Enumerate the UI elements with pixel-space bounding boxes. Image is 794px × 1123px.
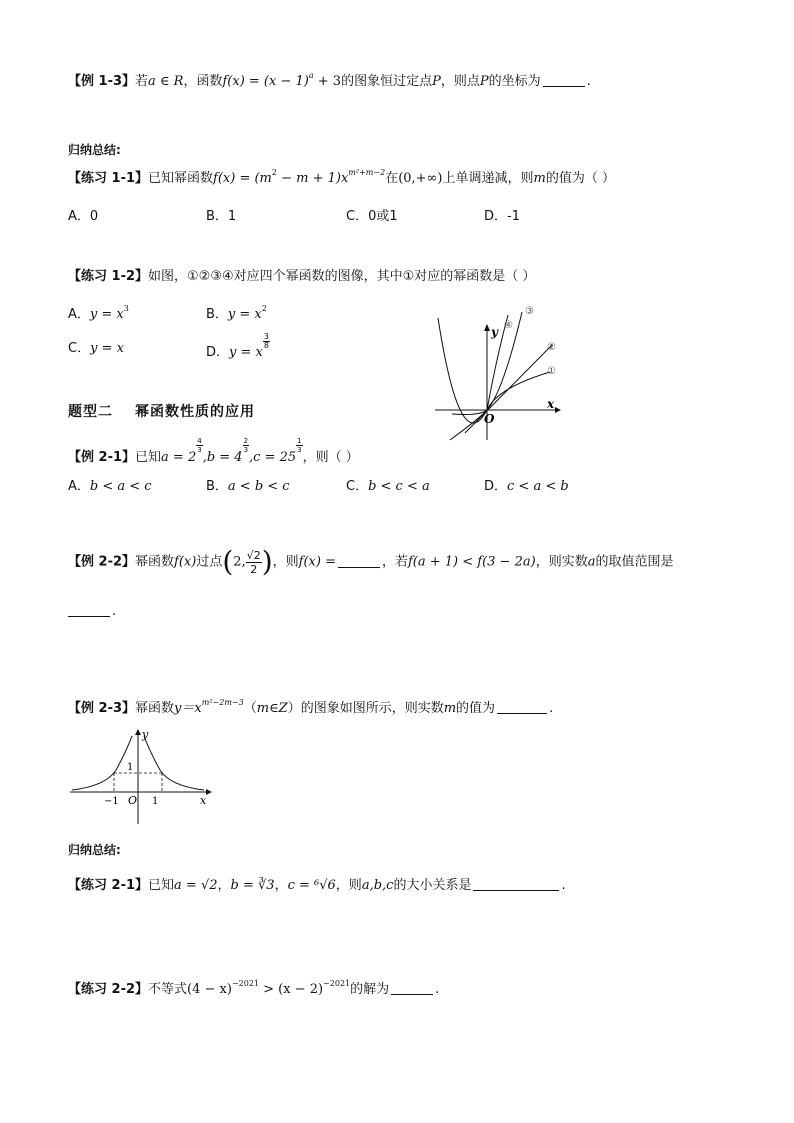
option-b[interactable]: B．a < b < c bbox=[206, 479, 290, 494]
y-axis-label: y bbox=[142, 728, 149, 741]
answer-blank[interactable] bbox=[543, 74, 585, 87]
curve-1 bbox=[452, 372, 550, 415]
answer-blank[interactable] bbox=[473, 878, 559, 891]
curve-label-2: ② bbox=[547, 342, 556, 353]
tick-label-y1: 1 bbox=[127, 762, 134, 773]
example-2-2-continued: . bbox=[68, 602, 116, 622]
x-axis-label: x bbox=[200, 794, 207, 807]
option-a[interactable]: A．$y = x^3$ bbox=[68, 304, 129, 322]
option-b[interactable]: B．$y = x^2$ bbox=[206, 304, 267, 322]
y-axis-label: y bbox=[491, 325, 498, 339]
x-axis-arrow bbox=[206, 789, 212, 795]
answer-blank[interactable] bbox=[391, 982, 433, 995]
option-d[interactable]: D．y = x $\frac{3}{8}$ bbox=[206, 332, 269, 360]
option-d[interactable]: D．c < a < b bbox=[484, 479, 569, 494]
right-branch bbox=[144, 736, 204, 790]
option-c[interactable]: C．b < c < a bbox=[346, 479, 430, 494]
section-heading: 题型二 幂函数性质的应用 bbox=[68, 404, 255, 420]
tick-label-neg1: −1 bbox=[104, 796, 119, 807]
option-a[interactable]: A．0 bbox=[68, 209, 99, 224]
example-2-3: 【例 2-3】幂函数$y=x^{m^2-2m-3}(m\in Z)$的图象如图所示，则实数m的值为 . bbox=[68, 698, 554, 716]
option-a[interactable]: A．b < a < c bbox=[68, 479, 152, 494]
option-c[interactable]: C．y = x bbox=[68, 341, 124, 356]
example-1-3: 【例 1-3】若a ∈ R，函数$f(x) = (x - 1)^a + 3$的图象恒过定点P，则点P的坐标为 . bbox=[68, 71, 591, 89]
curve-label-1: ① bbox=[547, 366, 556, 377]
practice-2-2: 【练习 2-2】不等式$(4 - x)^{-2021} > (x - 2)^{-2021}$的解为 . bbox=[68, 979, 440, 997]
summary-heading: 归纳总结: bbox=[68, 843, 121, 857]
option-c[interactable]: C．0或1 bbox=[346, 209, 398, 224]
power-function-graph bbox=[430, 300, 570, 445]
origin-label: O bbox=[484, 412, 495, 426]
summary-heading: 归纳总结: bbox=[68, 143, 121, 157]
origin-label: O bbox=[128, 794, 138, 807]
answer-blank[interactable] bbox=[68, 604, 110, 617]
answer-blank[interactable] bbox=[338, 555, 380, 568]
option-b[interactable]: B．1 bbox=[206, 209, 237, 224]
practice-1-2: 【练习 1-2】如图，①②③④对应四个幂函数的图像，其中①对应的幂函数是（ ） bbox=[68, 269, 536, 284]
tick-label-x1: 1 bbox=[152, 796, 159, 807]
y-axis-arrow bbox=[135, 729, 141, 735]
example-2-1: 【例 2-1】已知a = 2 $\frac{4}{3}$ ,b = 4 $\frac{2}{3}$ ,c = 25 $\frac{1}{3}$ ，则（ ） bbox=[68, 437, 359, 465]
y-axis-arrow bbox=[484, 324, 490, 331]
x-axis-arrow bbox=[555, 407, 561, 413]
x-axis-label: x bbox=[547, 397, 555, 411]
option-d[interactable]: D．-1 bbox=[484, 209, 520, 224]
example-2-2: 【例 2-2】幂函数f(x)过点(2, $\frac{√2}{2}$ )，则f(x) = ，若f(a + 1) < f(3 − 2a)，则实数a的取值范围是 bbox=[68, 545, 674, 578]
curve-label-3: ③ bbox=[525, 306, 534, 317]
practice-2-1: 【练习 2-1】已知a = √2，b = ∛3，c = ⁶√6，则a,b,c的大小关系是 . bbox=[68, 878, 566, 893]
power-function-graph-2 bbox=[68, 728, 218, 828]
curve-label-4: ④ bbox=[504, 320, 513, 331]
answer-blank[interactable] bbox=[497, 701, 547, 714]
practice-1-1: 【练习 1-1】已知幂函数$f(x) = (m^2 - m + 1)x^{m^2+m-2}$在(0,+∞)上单调递减，则m的值为（ ） bbox=[68, 168, 615, 186]
left-branch bbox=[72, 736, 132, 790]
